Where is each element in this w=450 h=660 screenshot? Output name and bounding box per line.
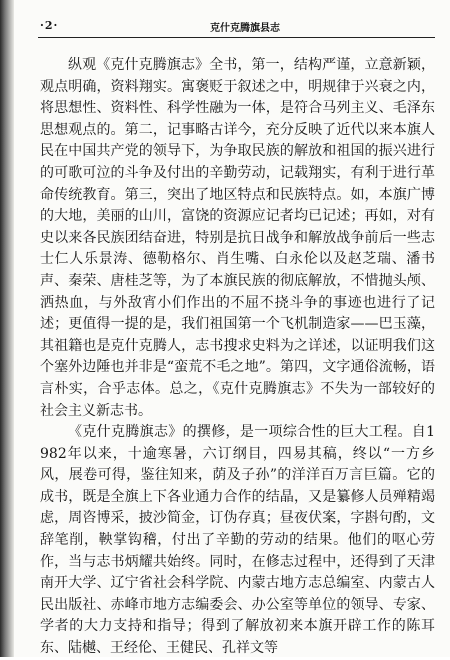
paragraph-1: 纵观《克什克腾旗志》全书，第一，结构严谨，立意新颖，观点明确，资料翔实。寓褒贬于叙述之中，明规律于兴衰之内，将思想性、资料性、科学性融为一体，是符合马列主义、毛泽东思想观点的。第二，记事略古详今，充分反映了近代以来本旗人民在中国共产党的领导下，为争取民族的解放和祖国的振兴进行的可歌可泣的斗争及付出的辛勤劳动，记载翔实，有利于进行革命传统教育。第三，突出了地区特点和民族特点。如，本旗广博的大地，美丽的山川，富饶的资源应记者均已记述；再如，对有史以来各民族团结奋进，特别是抗日战争和解放战争前后一些志士仁人乐景涛、德勒格尔、肖生嘴、白永伦以及赵芝瑞、潘书声、秦荣、唐桂芝等，为了本旗民族的彻底解放，不惜抛头颅、洒热血，与外敌宵小们作出的不屈不挠斗争的事迹也进行了记述；更值得一提的是，我们祖国第一个飞机制造家——巴玉藻，其祖籍也是克什克腾人，志书搜求史料为之详述，以证明我们这个塞外边陲也并非是“蛮荒不毛之地”。第四，文字通俗流畅，语言朴实，合乎志体。总之，《克什克腾旗志》不失为一部较好的社会主义新志书。 <box>40 57 435 419</box>
running-title: 克什克腾旗县志 <box>210 23 280 34</box>
header-rule <box>38 37 435 38</box>
body-text <box>40 55 435 660</box>
page-header <box>40 16 435 36</box>
page-number: ·2· <box>40 19 59 32</box>
scan-edge-shadow <box>0 0 14 657</box>
paragraph-2: 《克什克腾旗志》的撰修，是一项综合性的巨大工程。自1982年以来，十逾寒暑，六订纲目，四易其稿，终以“一方乡风，展卷可得，鉴往知来，荫及子孙”的洋洋百万言巨篇。它的成书，既是全旗上下各业通力合作的结晶，又是纂修人员殚精竭虑，周咨博采，披沙简金，订伪存真；昼夜伏案，字斟句酌，文辞笔削，鞅掌钩稽，付出了辛勤的劳动的结果。他们的呕心劳作，当与志书炳耀共始终。同时，在修志过程中，还得到了天津南开大学、辽宁省社会科学院、内蒙古地方志总编室、内蒙古人民出版社、赤峰市地方志编委会、办公室等单位的领导、专家、学者的大力支持和指导；得到了解放初来本旗开辟工作的陈耳东、陆樾、王经伦、王健民、孔祥文等 <box>40 424 435 657</box>
